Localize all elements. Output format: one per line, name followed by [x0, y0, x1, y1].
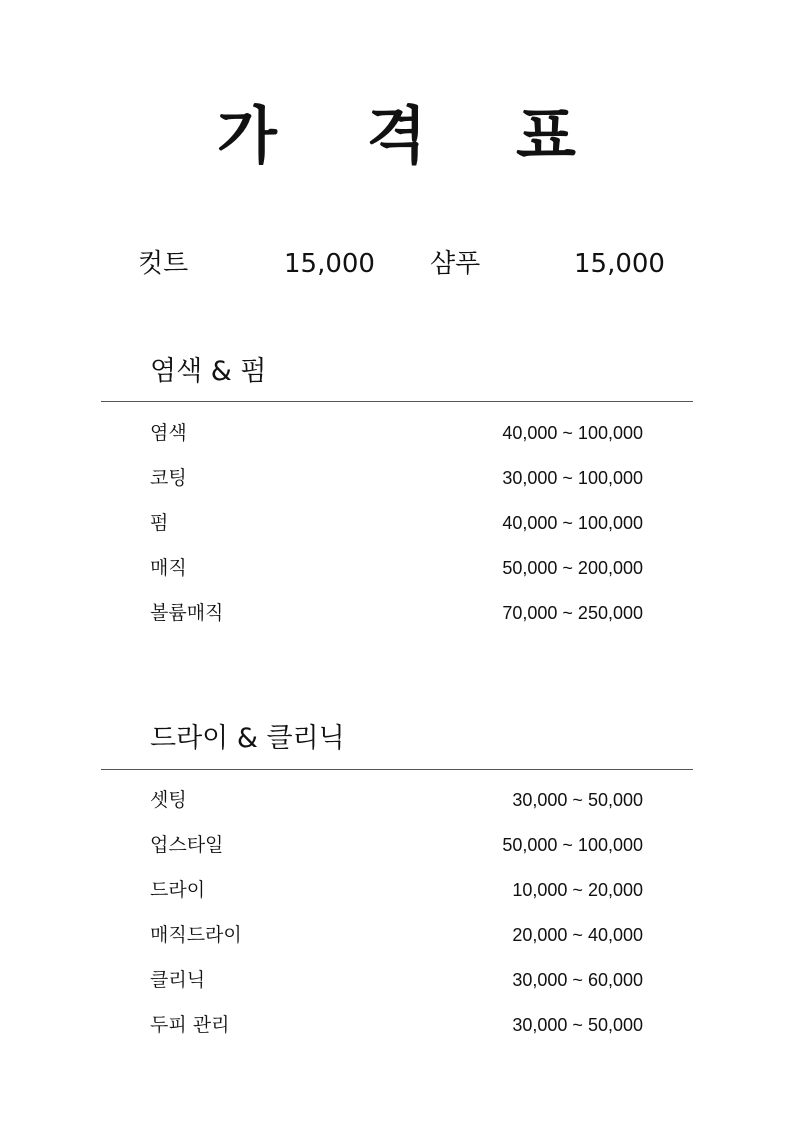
service-name: 클리닉: [150, 969, 206, 991]
section-title-dry-clinic: 드라이 & 클리닉: [150, 723, 345, 754]
service-name: 코팅: [150, 467, 187, 489]
list-item: [150, 878, 643, 923]
section-title-dye-perm: 염색 & 펌: [150, 356, 267, 387]
service-price: 30,000 ~ 50,000: [512, 790, 643, 810]
service-name: 업스타일: [150, 834, 224, 856]
service-price: 20,000 ~ 40,000: [512, 925, 643, 945]
price-list-dye-perm: [150, 421, 643, 646]
service-name: 펌: [150, 512, 169, 534]
list-item: [150, 421, 643, 466]
service-name: 드라이: [150, 879, 206, 901]
section-divider: [101, 401, 693, 402]
basic-item-price: 15,000: [284, 249, 375, 279]
service-price: 50,000 ~ 100,000: [502, 835, 643, 855]
title-char: 표: [516, 99, 576, 172]
service-name: 매직: [150, 557, 187, 579]
basic-item-price: 15,000: [574, 249, 665, 279]
list-item: [150, 788, 643, 833]
section-divider: [101, 769, 693, 770]
title-char: 가: [217, 99, 277, 172]
list-item: [150, 1013, 643, 1058]
list-item: [150, 923, 643, 968]
list-item: [150, 511, 643, 556]
service-price: 30,000 ~ 60,000: [512, 970, 643, 990]
basic-item-name: 샴푸: [430, 249, 481, 279]
list-item: [150, 556, 643, 601]
service-price: 40,000 ~ 100,000: [502, 513, 643, 533]
service-price: 10,000 ~ 20,000: [512, 880, 643, 900]
list-item: [150, 968, 643, 1013]
service-price: 70,000 ~ 250,000: [502, 603, 643, 623]
page-title: [0, 98, 793, 174]
list-item: [150, 466, 643, 511]
list-item: [150, 833, 643, 878]
service-name: 두피 관리: [150, 1014, 230, 1036]
service-price: 30,000 ~ 100,000: [502, 468, 643, 488]
service-name: 염색: [150, 422, 187, 444]
basic-price-row: [0, 244, 793, 284]
price-list-dry-clinic: [150, 788, 643, 1058]
service-price: 30,000 ~ 50,000: [512, 1015, 643, 1035]
service-name: 매직드라이: [150, 924, 242, 946]
service-price: 40,000 ~ 100,000: [502, 423, 643, 443]
service-name: 볼륨매직: [150, 602, 224, 624]
list-item: [150, 601, 643, 646]
service-name: 셋팅: [150, 789, 187, 811]
basic-item-name: 컷트: [138, 249, 189, 279]
service-price: 50,000 ~ 200,000: [502, 558, 643, 578]
title-char: 격: [366, 99, 427, 172]
